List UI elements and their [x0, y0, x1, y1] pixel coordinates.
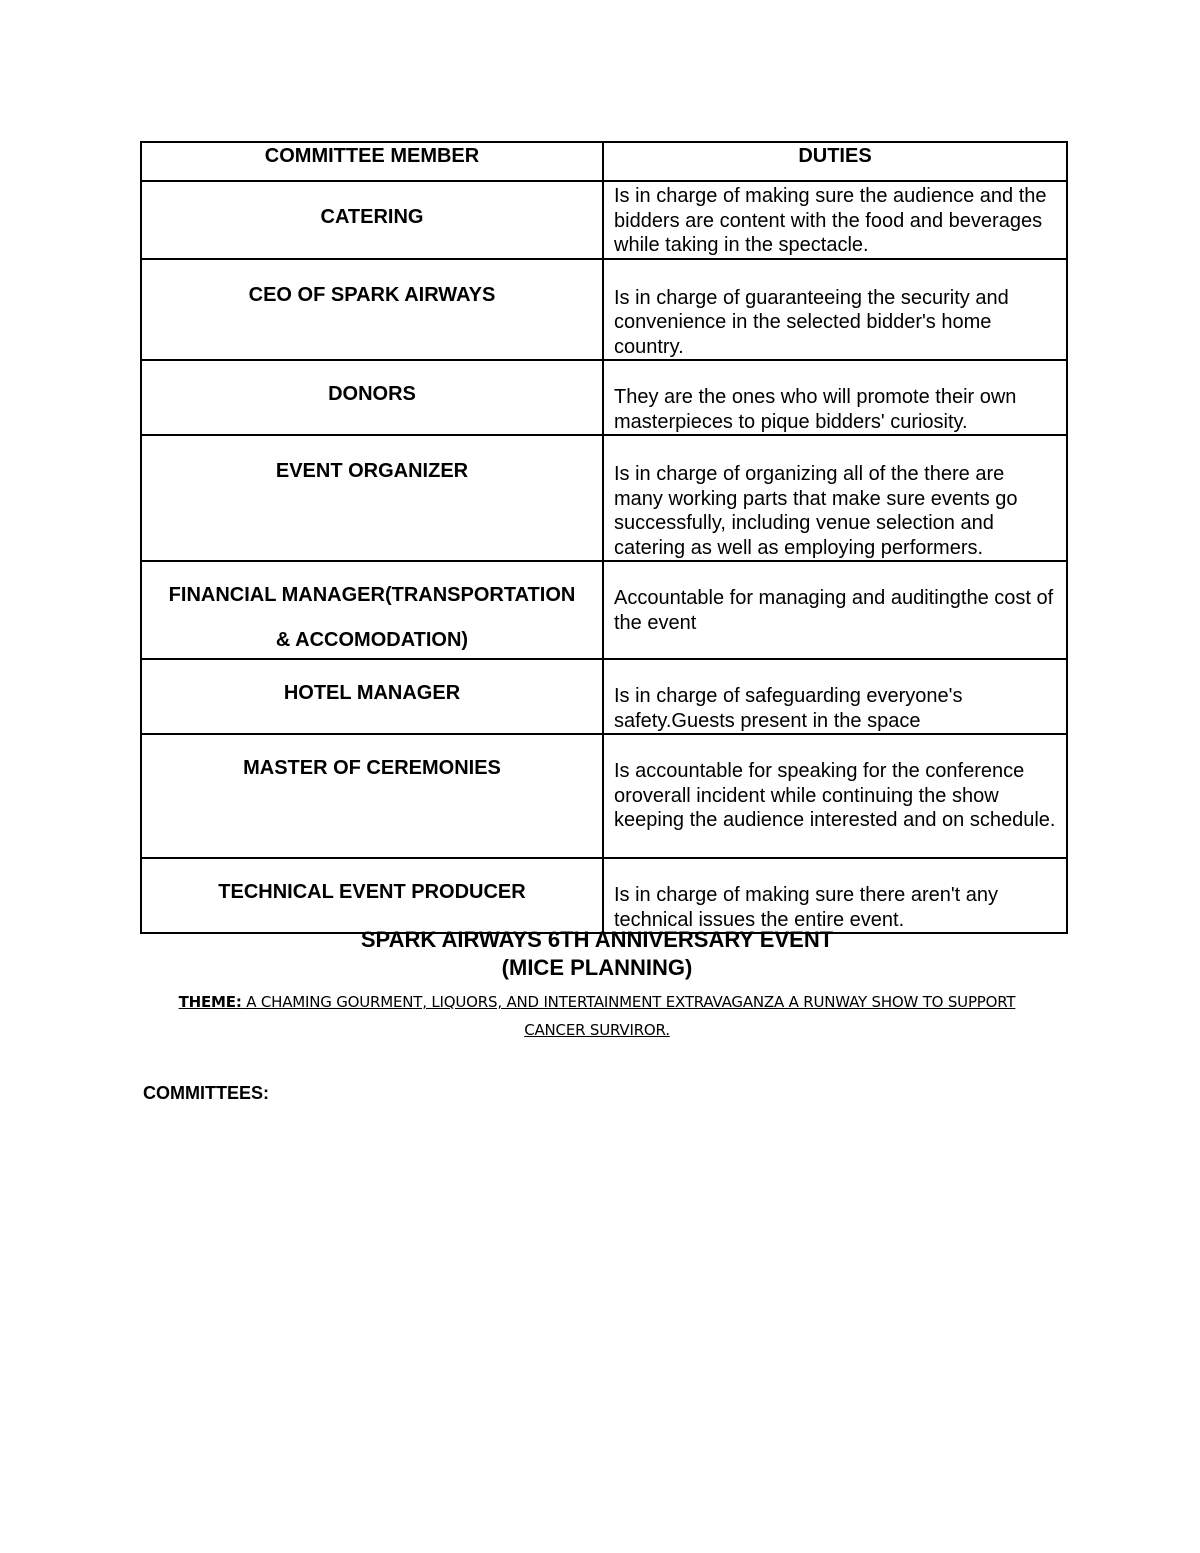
member-name-line2: & ACCOMODATION) [275, 629, 469, 651]
duty-cell [603, 858, 1067, 933]
table-row [141, 435, 1067, 561]
member-cell [141, 259, 603, 361]
event-title-block [140, 926, 1054, 1044]
committee-table [140, 141, 1068, 934]
table-row [141, 858, 1067, 933]
table-row [141, 734, 1067, 858]
duty-cell [603, 360, 1067, 435]
member-name-line1: FINANCIAL MANAGER(TRANSPORTATION [168, 584, 576, 606]
duty-text: They are the ones who will promote their own masterpieces to pique bidders' curiosity. [614, 386, 1017, 433]
header-duties: DUTIES [603, 142, 1067, 181]
duty-cell [603, 561, 1067, 659]
duty-cell [603, 435, 1067, 561]
table-row [141, 360, 1067, 435]
duty-text: Accountable for managing and auditingthe cost of the event [614, 587, 1054, 634]
event-theme [140, 988, 1054, 1044]
member-name: EVENT ORGANIZER [275, 460, 469, 482]
member-name: TECHNICAL EVENT PRODUCER [218, 881, 526, 903]
header-committee-member: COMMITTEE MEMBER [141, 142, 603, 181]
table-header-row [141, 142, 1067, 181]
committees-heading: COMMITTEES: [143, 1083, 269, 1103]
duty-cell [603, 659, 1067, 734]
theme-label: THEME: [178, 993, 242, 1011]
event-title: SPARK AIRWAYS 6TH ANNIVERSARY EVENT [360, 927, 834, 952]
member-name: CEO OF SPARK AIRWAYS [248, 283, 496, 306]
table-row [141, 181, 1067, 259]
member-cell [141, 435, 603, 561]
member-cell [141, 360, 603, 435]
member-name: CATERING [320, 206, 424, 228]
duty-text: Is in charge of making sure there aren't any technical issues the entire event. [614, 884, 999, 931]
member-cell [141, 659, 603, 734]
table-row [141, 561, 1067, 659]
duty-cell: Is in charge of making sure the audience and the bidders are content with the food and beverages while taking in the spectacle. [603, 181, 1067, 259]
member-name: HOTEL MANAGER [283, 682, 461, 704]
theme-text: A CHAMING GOURMENT, LIQUORS, AND INTERTAINMENT EXTRAVAGANZA A RUNWAY SHOW TO SUPPORT CANCER SURVIROR. [241, 993, 1016, 1039]
table-row [141, 659, 1067, 734]
duty-cell [603, 259, 1067, 361]
member-cell [141, 734, 603, 858]
duty-cell [603, 734, 1067, 858]
table-row [141, 259, 1067, 361]
event-subtitle: (MICE PLANNING) [501, 955, 693, 980]
member-name: MASTER OF CEREMONIES [243, 757, 501, 779]
member-name: DONORS [328, 383, 416, 405]
duty-text: Is in charge of safeguarding everyone's safety.Guests present in the space [614, 685, 963, 732]
member-cell [141, 561, 603, 659]
duty-text: Is in charge of organizing all of the there are many working parts that make sure events go successfully, including venue selection and catering as well as employing performers. [614, 463, 1018, 559]
duty-text: Is in charge of guaranteeing the security and convenience in the selected bidder's home country. [614, 286, 1009, 358]
member-cell [141, 181, 603, 259]
member-cell [141, 858, 603, 933]
duty-text: Is accountable for speaking for the conference oroverall incident while continuing the show keeping the audience interested and on schedule. [614, 760, 1056, 831]
